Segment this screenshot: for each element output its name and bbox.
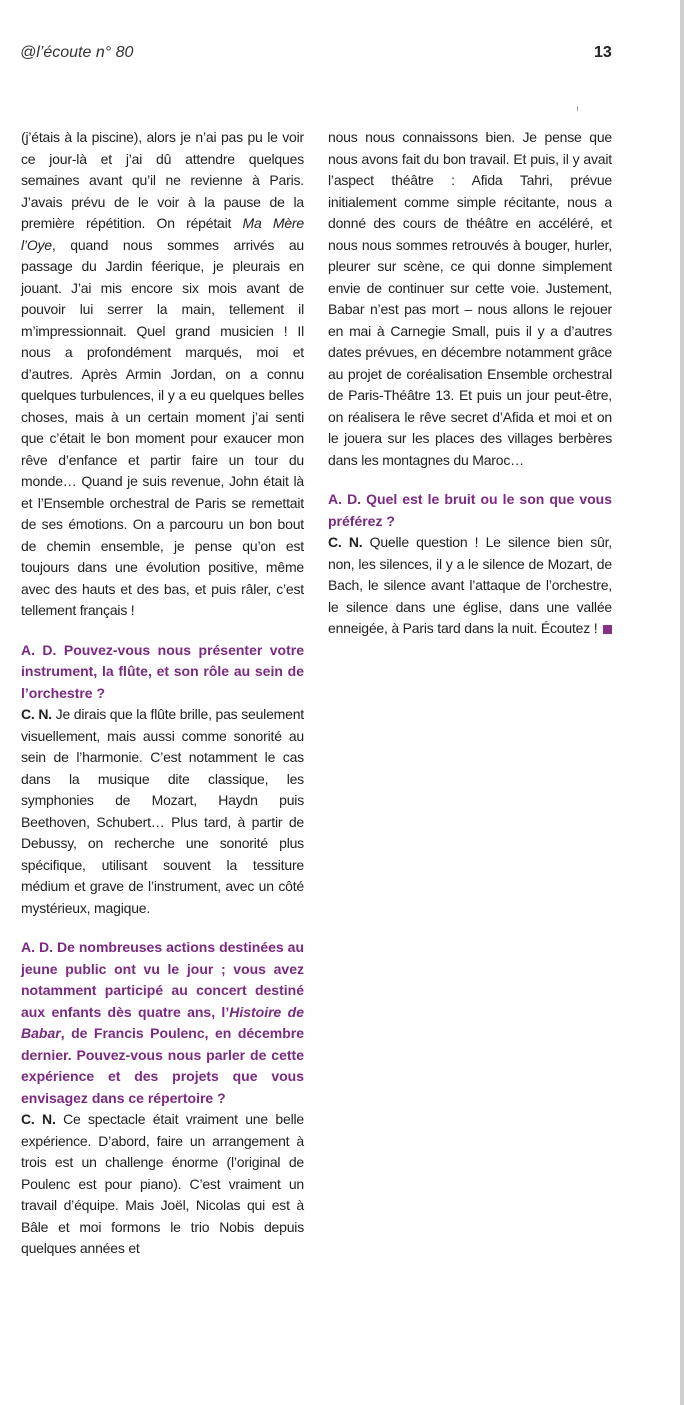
- interview-answer: [21, 1109, 304, 1260]
- page-edge: [680, 0, 684, 1405]
- right-column: [328, 127, 612, 640]
- answer-text: Je dirais que la flûte brille, pas seulement visuellement, mais aussi comme sonorité au sein de l’harmonie. C’est notamment le cas dans la musique dite classique, les symphonies de Mozart, Haydn puis Beethoven, Schubert… Plus tard, à partir de Debussy, on recherche une sonorité plus spécifique, utilisant souvent la tessiture médium et grave de l’instrument, avec un côté mystérieux, magique.: [21, 706, 304, 916]
- end-of-article-square-icon: [603, 625, 612, 634]
- answer-text: Ce spectacle était vraiment une belle expérience. D’abord, faire un arrangement à trois est un challenge énorme (l’original de Poulenc est pour piano). C’est vraiment un travail d’équipe. Mais Joël, Nicolas qui est à Bâle et moi formons le trio Nobis depuis quelques années et: [21, 1111, 304, 1256]
- work-title: Ma Mère l’Oye: [21, 215, 304, 253]
- text-run: (j’étais à la piscine), alors je n’ai pas pu le voir ce jour-là et j’ai dû attendre quelques semaines avant qu’il ne revienne à Paris. J’avais prévu de le voir à la pause de la première répétition. On répétait: [21, 129, 304, 231]
- paragraph: [21, 127, 304, 622]
- speaker-initials: C. N.: [328, 534, 363, 550]
- question-text: , de Francis Poulenc, en décembre dernier. Pouvez-vous nous parler de cette expérience et des projets que vous envisagez dans ce répertoire ?: [21, 1025, 304, 1106]
- paragraph: nous nous connaissons bien. Je pense que nous avons fait du bon travail. Et puis, il y avait l’aspect théâtre : Afida Tahri, prévue initialement comme simple récitante, nous a donné des cours de théâtre en accéléré, et nous nous sommes retrouvés à bouger, hurler, pleurer sur scène, ce qui donne simplement envie de continuer sur cette voie. Justement, Babar n’est pas mort – nous allons le rejouer en mai à Carnegie Small, puis il y a d’autres dates prévues, en décembre notamment grâce au projet de coréalisation Ensemble orchestral de Paris-Théâtre 13. Et puis un jour peut-être, on réalisera le rêve secret d’Afida et moi et on le jouera sur les places des villages berbères dans les montagnes du Maroc…: [328, 129, 612, 468]
- publication-header: @l’écoute n° 80: [20, 44, 134, 61]
- speaker-initials: C. N.: [21, 1111, 56, 1127]
- left-column: [21, 127, 304, 1260]
- interview-question: A. D. Pouvez-vous nous présenter votre instrument, la flûte, et son rôle au sein de l’orchestre ?: [21, 641, 304, 701]
- interview-question: [21, 937, 304, 1109]
- text-run: , quand nous sommes arrivés au passage du Jardin féerique, je pleurais en jouant. J’ai mis encore six mois avant de pouvoir lui serrer la main, tellement il m’impressionnait. Quel grand musicien ! Il nous a profondément marqués, moi et d’autres. Après Armin Jordan, on a connu quelques turbulences, il y a eu quelques belles choses, mais à un certain moment j’ai senti que c’était le bon moment pour exaucer mon rêve d’enfance et partir faire un tour du monde… Quand je suis revenue, John était là et l’Ensemble orchestral de Paris se remettait de ses émotions. On a parcouru un bon bout de chemin ensemble, je pense qu’on est toujours dans une évolution positive, même avec des hauts et des bas, et puis râler, c’est tellement français !: [21, 236, 304, 618]
- page-number: 13: [594, 44, 612, 61]
- answer-text: Quelle question ! Le silence bien sûr, non, les silences, il y a le silence de Mozart, de Bach, le silence avant l’attaque de l’orchestre, le silence dans une église, dans une vallée enneigée, à Paris tard dans la nuit. Écoutez !: [328, 534, 613, 636]
- interview-answer: [21, 704, 304, 919]
- print-mark: [577, 106, 578, 111]
- work-title: Histoire de Babar: [21, 1003, 304, 1041]
- interview-question: A. D. Quel est le bruit ou le son que vous préférez ?: [328, 491, 612, 529]
- question-text: A. D. De nombreuses actions destinées au jeune public ont vu le jour ; vous avez notamment participé au concert destiné aux enfants dès quatre ans, l’: [21, 939, 304, 1020]
- interview-answer: [328, 532, 612, 640]
- speaker-initials: C. N.: [21, 706, 52, 722]
